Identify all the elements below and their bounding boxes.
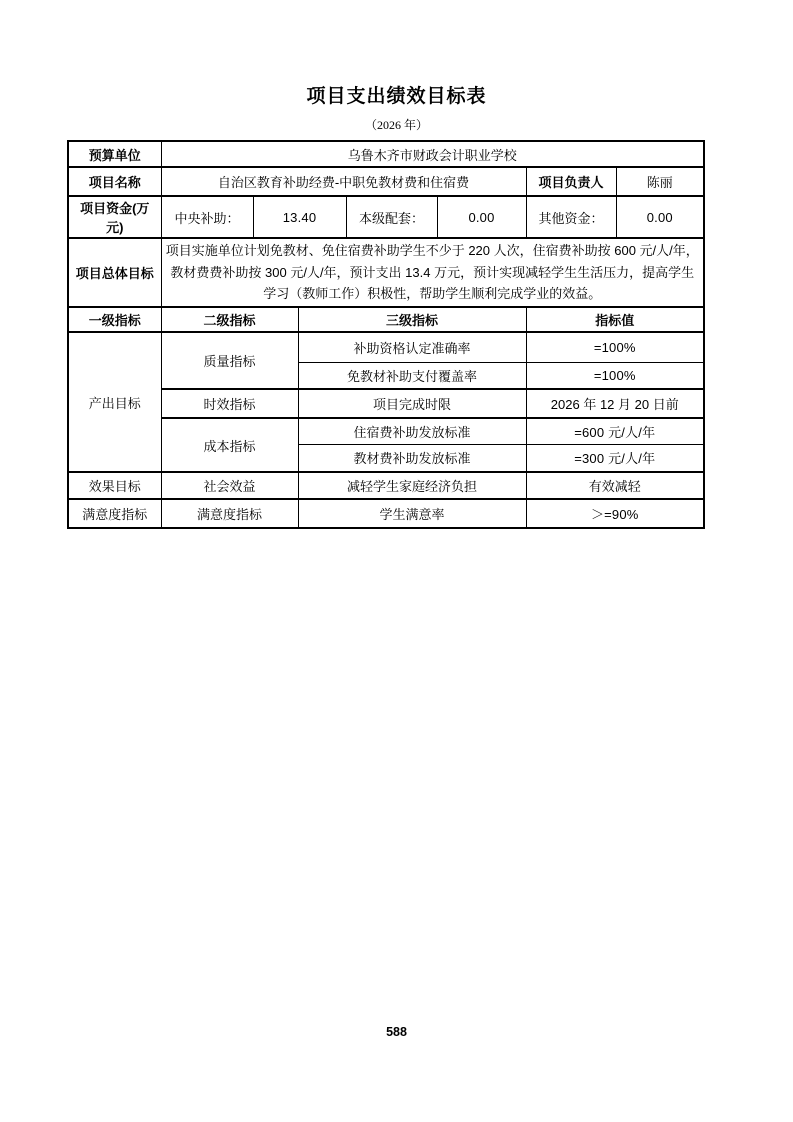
indicator-level3-cell: 教材费补助发放标准 — [298, 444, 526, 472]
indicator-level2-cell: 社会效益 — [161, 472, 298, 499]
indicator-value-cell: =100% — [526, 362, 704, 389]
indicator-level2-cell: 时效指标 — [161, 389, 298, 418]
indicator-level1-cell: 效果目标 — [68, 472, 161, 499]
indicator-row — [68, 418, 704, 444]
central-subsidy-label: 中央补助： — [161, 196, 253, 238]
local-matching-value: 0.00 — [437, 196, 526, 238]
page-title: 项目支出绩效目标表 — [306, 86, 487, 107]
indicator-value-cell: 2026 年 12 月 20 日前 — [526, 389, 704, 418]
indicator-row — [68, 499, 704, 528]
performance-target-table — [67, 140, 705, 529]
table-row — [68, 238, 704, 307]
indicator-value-cell: =300 元/人/年 — [526, 444, 704, 472]
indicator-value-cell: =100% — [526, 332, 704, 362]
budget-unit-value: 乌鲁木齐市财政会计职业学校 — [161, 141, 704, 167]
indicator-level3-cell: 免教材补助支付覆盖率 — [298, 362, 526, 389]
indicator-row — [68, 332, 704, 362]
budget-unit-label: 预算单位 — [68, 141, 161, 167]
project-name-label: 项目名称 — [68, 167, 161, 196]
central-subsidy-value: 13.40 — [253, 196, 346, 238]
header-level3: 三级指标 — [298, 307, 526, 332]
project-name-value: 自治区教育补助经费-中职免教材费和住宿费 — [161, 167, 526, 196]
indicator-level1-cell: 产出目标 — [68, 332, 161, 472]
indicator-value-cell: 有效减轻 — [526, 472, 704, 499]
project-leader-label: 项目负责人 — [526, 167, 616, 196]
table-row — [68, 196, 704, 238]
indicator-level1-cell: 满意度指标 — [68, 499, 161, 528]
page-subtitle: （2026 年） — [364, 118, 428, 132]
indicator-level2-cell: 成本指标 — [161, 418, 298, 472]
project-funds-label: 项目资金(万元) — [68, 196, 161, 238]
other-funds-label: 其他资金： — [526, 196, 616, 238]
indicator-level2-cell: 质量指标 — [161, 332, 298, 389]
indicator-level3-cell: 补助资格认定准确率 — [298, 332, 526, 362]
indicator-level3-cell: 住宿费补助发放标准 — [298, 418, 526, 444]
header-level2: 二级指标 — [161, 307, 298, 332]
local-matching-label: 本级配套： — [346, 196, 437, 238]
header-level1: 一级指标 — [68, 307, 161, 332]
indicator-level2-cell: 满意度指标 — [161, 499, 298, 528]
other-funds-value: 0.00 — [616, 196, 704, 238]
indicator-level3-cell: 学生满意率 — [298, 499, 526, 528]
project-leader-value: 陈丽 — [616, 167, 704, 196]
indicator-row — [68, 472, 704, 499]
overall-goal-text: 项目实施单位计划免教材、免住宿费补助学生不少于 220 人次，住宿费补助按 600 元/人/年，教材费费补助按 300 元/人/年，预计支出 13.4 万元，预计实现减轻学生生活压力，提高学生学习（教师工作）积极性，帮助学生顺利完成学业的效益。 — [161, 238, 704, 307]
indicator-level3-cell: 项目完成时限 — [298, 389, 526, 418]
overall-goal-label: 项目总体目标 — [68, 238, 161, 307]
table-row — [68, 141, 704, 167]
table-row — [68, 167, 704, 196]
table-header-row — [68, 307, 704, 332]
page-number: 588 — [386, 1025, 407, 1039]
indicator-value-cell: =600 元/人/年 — [526, 418, 704, 444]
indicator-value-cell: ＞=90% — [526, 499, 704, 528]
header-indicator-value: 指标值 — [526, 307, 704, 332]
indicator-level3-cell: 减轻学生家庭经济负担 — [298, 472, 526, 499]
indicator-row — [68, 389, 704, 418]
